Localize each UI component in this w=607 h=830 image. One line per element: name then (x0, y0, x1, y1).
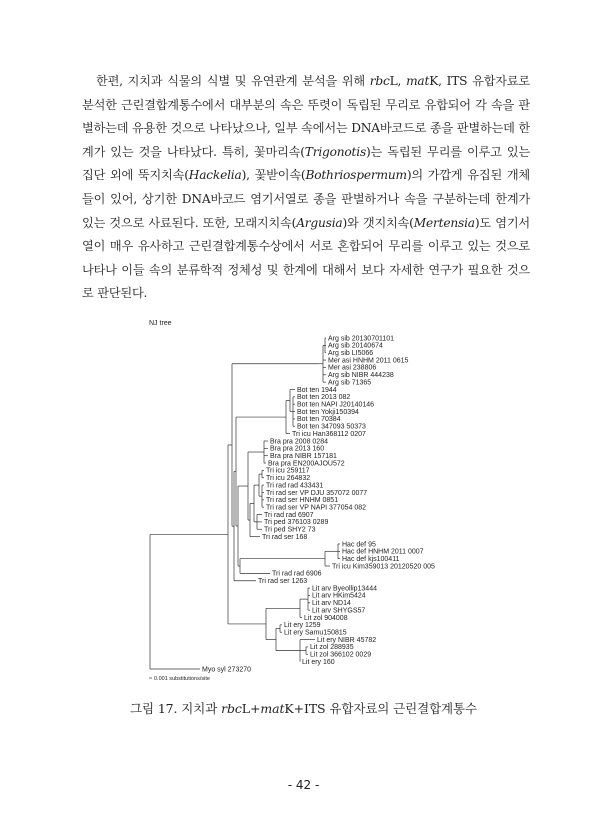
taxon-label: Tri rad ser 1263 (258, 578, 308, 586)
caption-gene: mat (260, 701, 285, 716)
taxon-label: Tri icu Kim359013 20120520 005 (332, 563, 435, 571)
taxon-label: Lit zol 288935 (310, 644, 354, 652)
text-run: ), 꽃받이속( (241, 168, 306, 183)
taxon-label: Lit zol 366102 0029 (310, 651, 372, 659)
text-run: )도 염기서열이 매우 유사하고 근린결합계통수상에서 서로 혼합되어 무리를 이루고 있는 것으로 나타나 이들 속의 분류학적 정체성 및 한계에 대해서 보다 자세한 연구가 필요한 것으로 판단된다. (82, 215, 530, 301)
taxon-label: Hac def 95 (342, 541, 376, 549)
body-paragraph (82, 70, 530, 306)
taxon-label: Hac def HNHM 2011 0007 (342, 548, 424, 556)
taxon-label: Lit arv HKim5424 (312, 592, 366, 600)
taxon-label: Arg sib 20130701101 (328, 335, 395, 343)
text-run: L, (389, 74, 407, 88)
taxon-label: Lit ery Samu150815 (284, 629, 347, 637)
genus-name: Mertensia (413, 215, 475, 230)
taxon-label: Lit arv ND14 (312, 600, 351, 608)
taxon-label: Lit arv Byeollip13444 (312, 585, 377, 593)
taxon-label: Bra pra NIBR 157181 (270, 452, 337, 460)
text-run: )와 갯지치속( (342, 215, 414, 230)
caption-text: K+ITS 유합자료의 근린결합계통수 (284, 701, 477, 716)
tree-labels (202, 335, 435, 673)
taxon-label: Tri rad ser VP DJU 357072 0077 (266, 489, 368, 497)
taxon-label: Mer asi HNHM 2011 0615 (328, 357, 409, 365)
taxon-label: Lit ery 1259 (284, 622, 321, 630)
taxon-label: Tri ped 376103 0289 (264, 519, 329, 527)
taxon-label: Bot ten 347093 50373 (297, 423, 366, 431)
taxon-label: Hac def kjs100411 (342, 555, 400, 563)
taxon-label: Tri rad ser 168 (262, 533, 308, 541)
phylogenetic-tree-figure (140, 312, 470, 682)
genus-name: Trigonotis (304, 144, 366, 159)
taxon-label: Tri rad rad 6907 (264, 511, 314, 519)
taxon-label: Lit arv SHYGS57 (312, 607, 366, 615)
taxon-label: Arg sib LI5066 (328, 350, 374, 358)
tree-title: NJ tree (149, 320, 172, 327)
taxon-label: Lit ery NIBR 45782 (317, 636, 377, 644)
caption-gene: rbc (221, 701, 242, 716)
taxon-label: Tri icu Han368112 0207 (292, 430, 366, 438)
taxon-label: Bra pra EN200AJOU572 (268, 460, 345, 468)
text-run: )의 가깝게 유집된 개체들이 있어, 상기한 DNA바코드 염기서열로 종을 판별하거나 속을 구분하는데 한계가 있는 것으로 사료된다. 또한, 모래지치속( (82, 168, 530, 230)
taxon-label: Arg sib 71365 (328, 379, 372, 387)
scale-label: 0.001 substitutions/site (154, 676, 210, 682)
taxon-label: Bot ten NAPI J20140146 (297, 401, 375, 409)
genus-name: Bothriospermum (305, 168, 407, 183)
taxon-label: Tri rad rad 6906 (272, 570, 322, 578)
gene-name: mat (406, 74, 430, 88)
taxon-label: Bot ten 70384 (297, 416, 341, 424)
genus-name: Hackelia (188, 168, 242, 183)
page-number: - 42 - (287, 778, 320, 792)
taxon-label: Tri rad ser VP NAPI 377054 082 (266, 504, 366, 512)
genus-name: Argusia (296, 215, 343, 230)
taxon-label: Bra pra 2008 0284 (270, 438, 328, 446)
body-text (82, 70, 530, 306)
taxon-label: Tri rad ser HNHM 0851 (266, 497, 339, 505)
taxon-label: Myo syl 273270 (202, 666, 252, 674)
taxon-label: Arg sib NIBR 444238 (328, 372, 394, 380)
taxon-label: Arg sib 20140674 (328, 342, 383, 350)
taxon-label: Tri ped SHY2 73 (264, 526, 316, 534)
caption-text: 그림 17. 지치과 (130, 701, 222, 716)
taxon-label: Bra pra 2013 160 (270, 445, 325, 453)
taxon-label: Lit ery 160 (302, 658, 335, 666)
text-run: 한편, 지치과 식물의 식별 및 유연관계 분석을 위해 (96, 74, 370, 88)
tree-svg (140, 312, 470, 682)
taxon-label: Bot ten Yokji150394 (297, 408, 359, 416)
taxon-label: Tri icu 259117 (266, 467, 310, 475)
text-run: )는 독립된 무리를 이루고 있는 집단 외에 뚝지치속( (82, 144, 530, 183)
text-run: K, ITS 유합자료로 분석한 근린결합계통수에서 대부분의 속은 뚜렷이 독립된 무리로 유합되어 각 속을 판별하는데 유용한 것으로 나타났으나, 일부 속에서는 DNA바코드로 종을 판별하는데 한계가 있는 것을 나타났다. 특히, 꽃마리속( (82, 74, 530, 159)
figure-caption (0, 699, 607, 717)
taxon-label: Tri rad rad 433431 (266, 482, 324, 490)
caption-text: L+ (241, 701, 261, 716)
taxon-label: Bot ten 2013 082 (297, 394, 351, 402)
gene-name: rbc (369, 74, 390, 88)
taxon-label: Tri icu 264832 (266, 475, 311, 483)
taxon-label: Bot ten 1944 (297, 386, 337, 394)
taxon-label: Lit zol 904008 (304, 614, 348, 622)
taxon-label: Mer asi 238806 (328, 364, 377, 372)
